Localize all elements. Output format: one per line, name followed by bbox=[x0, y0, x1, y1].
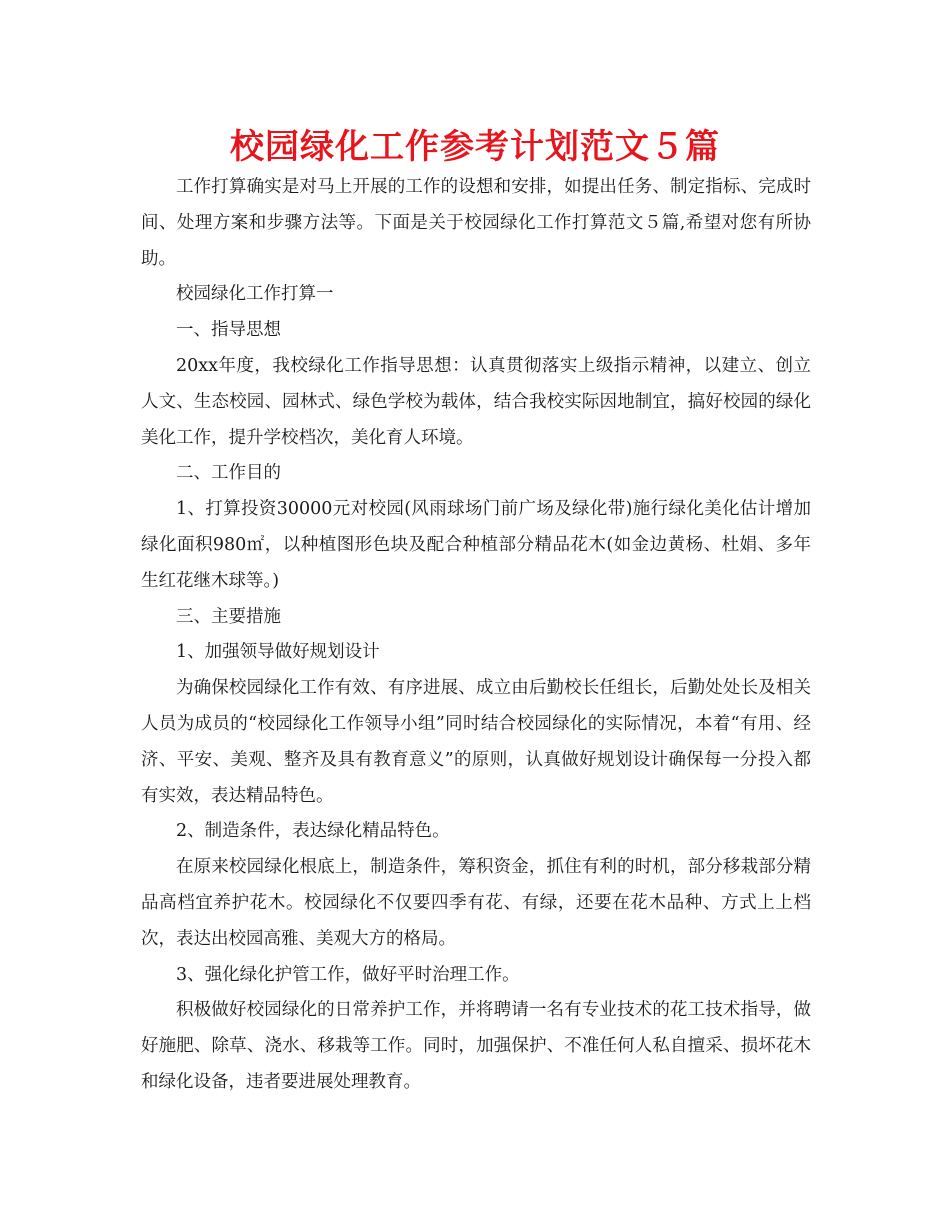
document-title: 校园绿化工作参考计划范文５篇 bbox=[230, 127, 720, 167]
paragraph-measure-1: 为确保校园绿化工作有效、有序进展、成立由后勤校长任组长，后勤处处长及相关人员为成员的“校园绿化工作领导小组”同时结合校园绿化的实际情况，本着“有用、经济、平安、美观、整齐及具有教育意义”的原则，认真做好规划设计确保每一分投入都有实效，表达精品特色。 bbox=[141, 678, 811, 806]
subheading-work-goal: 二、工作目的 bbox=[176, 463, 281, 484]
paragraph-measure-3: 积极做好校园绿化的日常养护工作，并将聘请一名有专业技术的花工技术指导，做好施肥、除草、浇水、移栽等工作。同时，加强保护、不准任何人私自擅采、损坏花木和绿化设备，违者要进展处理教育。 bbox=[141, 1000, 811, 1092]
paragraph-work-goal: 1、打算投资30000元对校园(风雨球场门前广场及绿化带)施行绿化美化估计增加绿化面积980㎡，以种植图形色块及配合种植部分精品花木(如金边黄杨、杜娟、多年生红花继木球等。) bbox=[141, 499, 811, 591]
subheading-measure-3: 3、强化绿化护管工作，做好平时治理工作。 bbox=[176, 964, 520, 985]
document-body bbox=[141, 170, 811, 1101]
paragraph-intro: 工作打算确实是对马上开展的工作的设想和安排，如提出任务、制定指标、完成时间、处理方案和步骤方法等。下面是关于校园绿化工作打算范文５篇,希望对您有所协助。 bbox=[141, 177, 811, 269]
paragraph-guiding-thought: 20xx年度，我校绿化工作指导思想：认真贯彻落实上级指示精神，以建立、创立人文、生态校园、园林式、绿色学校为载体，结合我校实际因地制宜，搞好校园的绿化美化工作，提升学校档次，美化育人环境。 bbox=[141, 355, 811, 448]
section-heading: 校园绿化工作打算一 bbox=[176, 284, 334, 305]
subheading-guiding-thought: 一、指导思想 bbox=[176, 320, 281, 341]
paragraph-measure-2: 在原来校园绿化根底上，制造条件，筹积资金，抓住有利的时机，部分移栽部分精品高档宜养护花木。校园绿化不仅要四季有花、有绿，还要在花木品种、方式上上档次，表达出校园高雅、美观大方的格局。 bbox=[141, 857, 811, 949]
subheading-measure-2: 2、制造条件，表达绿化精品特色。 bbox=[176, 821, 450, 842]
subheading-measure-1: 1、加强领导做好规划设计 bbox=[176, 642, 380, 663]
subheading-main-measures: 三、主要措施 bbox=[176, 606, 281, 627]
